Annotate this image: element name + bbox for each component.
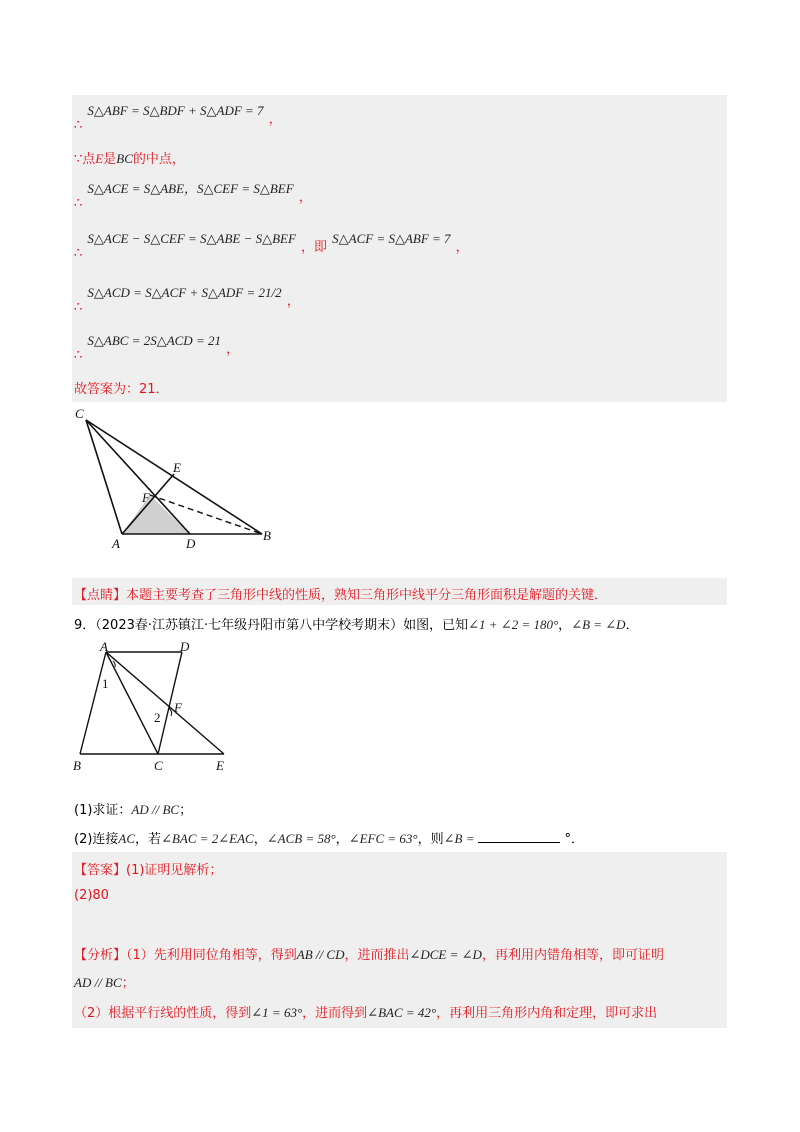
question-9-part-1: (1)求证：AD // BC； <box>74 802 193 818</box>
figure-triangle-area <box>72 404 275 550</box>
label-b: B <box>263 528 271 543</box>
label-angle-1: 1 <box>102 676 109 691</box>
comment-text: 【点睛】本题主要考查了三角形中线的性质，熟知三角形中线平分三角形面积是解题的关键． <box>74 588 608 603</box>
label-f: F <box>142 490 150 505</box>
label-angle-2: 2 <box>154 710 161 725</box>
analysis-line-1: 【分析】（1）先利用同位角相等，得到AB // CD，进而推出∠DCE = ∠D，再利用内错角相等，即可证明 <box>74 947 664 963</box>
segment-ba <box>80 652 106 754</box>
solution-line-1: $_\therefore$ S△ABF = S△BDF + S△ADF = 7 $_,$ <box>74 103 282 133</box>
answer-tag-line: 【答案】(1)证明见解析； <box>74 863 223 878</box>
solution-background <box>72 95 727 402</box>
shaded-triangle <box>122 495 190 534</box>
label-f: F <box>174 700 182 715</box>
equation: S△ABF = S△BDF + S△ADF = 7 <box>87 103 264 118</box>
analysis-line-2: AD // BC； <box>74 975 135 991</box>
triangle-figure-svg <box>72 404 275 550</box>
label-c: C <box>75 406 84 421</box>
label-a: A <box>100 640 108 654</box>
solution-line-6: $_\therefore$ S△ABC = 2S△ACD = 21 $_,$ <box>74 333 240 363</box>
label-e: E <box>216 758 224 773</box>
solution-line-3: $_\therefore$ S△ACE = S△ABE，S△CEF = S△BEF $_,$ <box>74 181 312 211</box>
therefore-symbol: ∴ <box>74 118 83 133</box>
segment-ae <box>106 652 224 754</box>
solution-line-2: ∵点E是BC的中点， <box>74 151 185 167</box>
solution-line-5: $_\therefore$ S△ACD = S△ACF + S△ADF = 21/2 $_,$ <box>74 285 300 315</box>
answer-blank[interactable] <box>478 830 560 843</box>
label-d: D <box>180 640 190 654</box>
segment-ac <box>106 652 158 754</box>
label-a: A <box>112 536 120 550</box>
answer-line: 故答案为：21． <box>74 382 169 397</box>
solution-line-4: $_\therefore$ S△ACE − S△CEF = S△ABE − S△BEF $_{,即}$ S△ACF = S△ABF = 7 $_,$ <box>74 231 469 261</box>
label-e: E <box>173 460 181 475</box>
figure-parallel-lines <box>70 640 245 774</box>
question-9-part-2: (2)连接AC，若∠BAC = 2∠EAC，∠ACB = 58°，∠EFC = 63°，则∠B = °． <box>74 831 584 847</box>
label-c: C <box>154 758 163 773</box>
question-9-stem: 9．（2023春·江苏镇江·七年级丹阳市第八中学校考期末）如图，已知∠1 + ∠2 = 180°，∠B = ∠D． <box>74 617 639 633</box>
parallel-figure-svg <box>70 640 245 774</box>
label-b: B <box>73 758 81 773</box>
answer-part-2: (2)80 <box>74 888 109 903</box>
analysis-line-3: （2）根据平行线的性质，得到∠1 = 63°，进而得到∠BAC = 42°，再利用三角形内角和定理，即可求出 <box>74 1005 658 1021</box>
label-d: D <box>186 536 196 550</box>
segment-ca <box>86 420 122 534</box>
